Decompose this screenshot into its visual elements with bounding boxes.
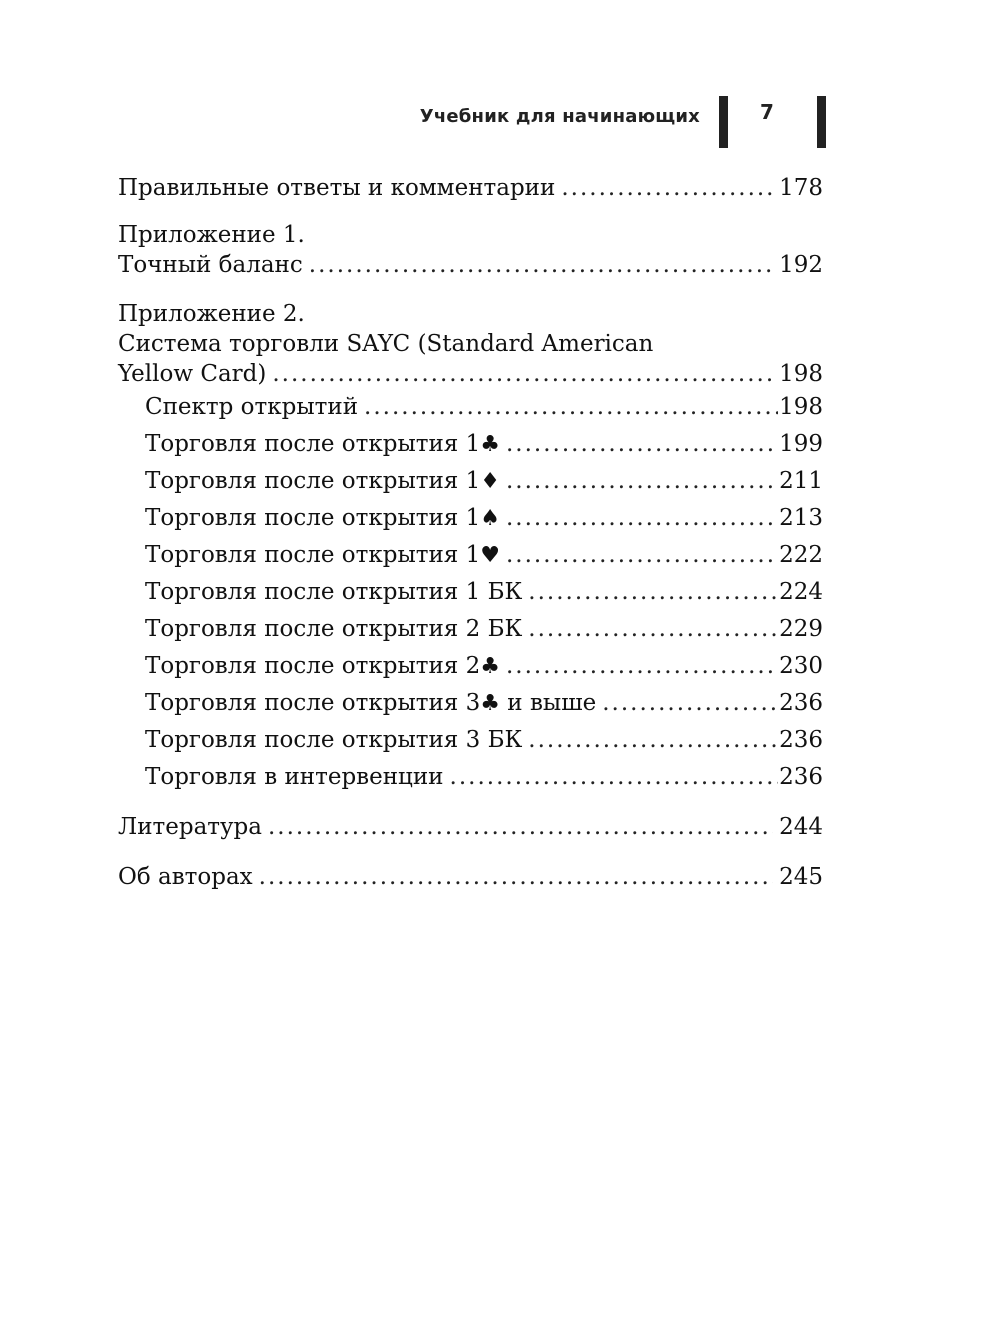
- toc-subentry-text: Торговля после открытия 2: [145, 653, 481, 679]
- leader-dots: [506, 426, 778, 463]
- toc-subentry-page: 213: [779, 505, 823, 531]
- toc-entry-appendix1[interactable]: [118, 250, 823, 280]
- leader-dots: [268, 809, 773, 846]
- toc-subentry-page: 224: [779, 579, 823, 605]
- toc-subentry-text: Торговля после открытия 1: [145, 542, 481, 568]
- diamonds-icon: ♦: [480, 469, 500, 494]
- toc-subentry[interactable]: [118, 648, 823, 685]
- toc-entry-literature[interactable]: [118, 809, 823, 846]
- leader-dots: [506, 537, 778, 574]
- toc-subentry[interactable]: [118, 537, 823, 574]
- appendix1-heading: Приложение 1.: [118, 222, 305, 248]
- leader-dots: [528, 722, 778, 759]
- toc-entry-title: Литература: [118, 814, 262, 840]
- toc-subentry[interactable]: [118, 574, 823, 611]
- toc-subentry-page: 236: [779, 764, 823, 790]
- toc-subentry-page: 230: [779, 653, 823, 679]
- toc-subentry-title: [145, 722, 522, 759]
- leader-dots: [506, 463, 778, 500]
- toc-subentry-suffix: и выше: [500, 690, 597, 716]
- toc-entry-title: Об авторах: [118, 864, 253, 890]
- toc-subentry[interactable]: [118, 463, 823, 500]
- toc-subentry[interactable]: [118, 389, 823, 426]
- toc-subentry-page: 236: [779, 727, 823, 753]
- leader-dots: [450, 759, 779, 796]
- running-title: Учебник для начинающих: [419, 106, 700, 127]
- leader-dots: [272, 359, 773, 389]
- toc-entry-page: 178: [779, 175, 823, 201]
- toc-entry-authors[interactable]: [118, 859, 823, 896]
- toc-subentry-text: Торговля после открытия 1: [145, 431, 481, 457]
- toc-entry-title: Yellow Card): [118, 361, 267, 387]
- toc-subentry-text: Торговля после открытия 2 БК: [145, 616, 523, 642]
- leader-dots: [602, 685, 778, 722]
- header-bar-right: [817, 96, 826, 148]
- toc-subentry-text: Торговля после открытия 1: [145, 468, 481, 494]
- toc-subentry-text: Торговля после открытия 3 БК: [145, 727, 523, 753]
- running-head: [0, 92, 1000, 148]
- toc-subentry-title: [145, 500, 500, 537]
- toc-entry-page: 192: [779, 252, 823, 278]
- leader-dots: [364, 389, 778, 426]
- clubs-icon: ♣: [480, 654, 500, 679]
- toc-subentry-title: [145, 537, 500, 574]
- toc-subentry-text: Торговля в интервенции: [145, 764, 444, 790]
- toc-subentry-title: [145, 574, 522, 611]
- leader-dots: [561, 170, 773, 207]
- toc-subentry-page: 236: [779, 690, 823, 716]
- leader-dots: [506, 500, 778, 537]
- toc-subentry-page: 198: [779, 394, 823, 420]
- appendix2-title-line1: Система торговли SAYC (Standard American: [118, 331, 654, 357]
- leader-dots: [259, 859, 773, 896]
- hearts-icon: ♥: [480, 543, 500, 568]
- toc-subentry-text: Торговля после открытия 1 БК: [145, 579, 523, 605]
- table-of-contents: [118, 170, 823, 896]
- toc-subentry[interactable]: [118, 500, 823, 537]
- toc-entry-title: Точный баланс: [118, 252, 303, 278]
- spades-icon: ♠: [480, 506, 500, 531]
- leader-dots: [309, 250, 773, 280]
- toc-subentry-text: Торговля после открытия 3: [145, 690, 481, 716]
- toc-subentry-page: 222: [779, 542, 823, 568]
- clubs-icon: ♣: [480, 432, 500, 457]
- toc-subentry-text: Торговля после открытия 1: [145, 505, 481, 531]
- leader-dots: [528, 574, 778, 611]
- toc-subentry-page: 211: [779, 468, 823, 494]
- toc-subentry-title: [145, 685, 596, 722]
- toc-entry-appendix2[interactable]: [118, 359, 823, 389]
- toc-subentry-page: 199: [779, 431, 823, 457]
- toc-subentry[interactable]: [118, 722, 823, 759]
- leader-dots: [528, 611, 778, 648]
- leader-dots: [506, 648, 778, 685]
- toc-subentry-title: [145, 426, 500, 463]
- appendix2-heading: Приложение 2.: [118, 301, 305, 327]
- toc-subentry-title: [145, 648, 500, 685]
- toc-entry-page: 245: [779, 864, 823, 890]
- appendix2-subentries: [118, 389, 823, 796]
- toc-subentry-page: 229: [779, 616, 823, 642]
- toc-subentry-title: [145, 611, 522, 648]
- header-bar-left: [719, 96, 728, 148]
- toc-subentry-title: [145, 389, 358, 426]
- clubs-icon: ♣: [480, 691, 500, 716]
- toc-subentry-text: Спектр открытий: [145, 394, 359, 420]
- toc-entry-page: 198: [779, 361, 823, 387]
- toc-subentry[interactable]: [118, 685, 823, 722]
- toc-subentry[interactable]: [118, 611, 823, 648]
- toc-subentry[interactable]: [118, 759, 823, 796]
- page-number: 7: [760, 100, 774, 124]
- toc-entry-page: 244: [779, 814, 823, 840]
- toc-subentry-title: [145, 759, 444, 796]
- toc-entry-title: Правильные ответы и комментарии: [118, 175, 556, 201]
- toc-subentry-title: [145, 463, 500, 500]
- toc-entry-answers[interactable]: [118, 170, 823, 207]
- toc-subentry[interactable]: [118, 426, 823, 463]
